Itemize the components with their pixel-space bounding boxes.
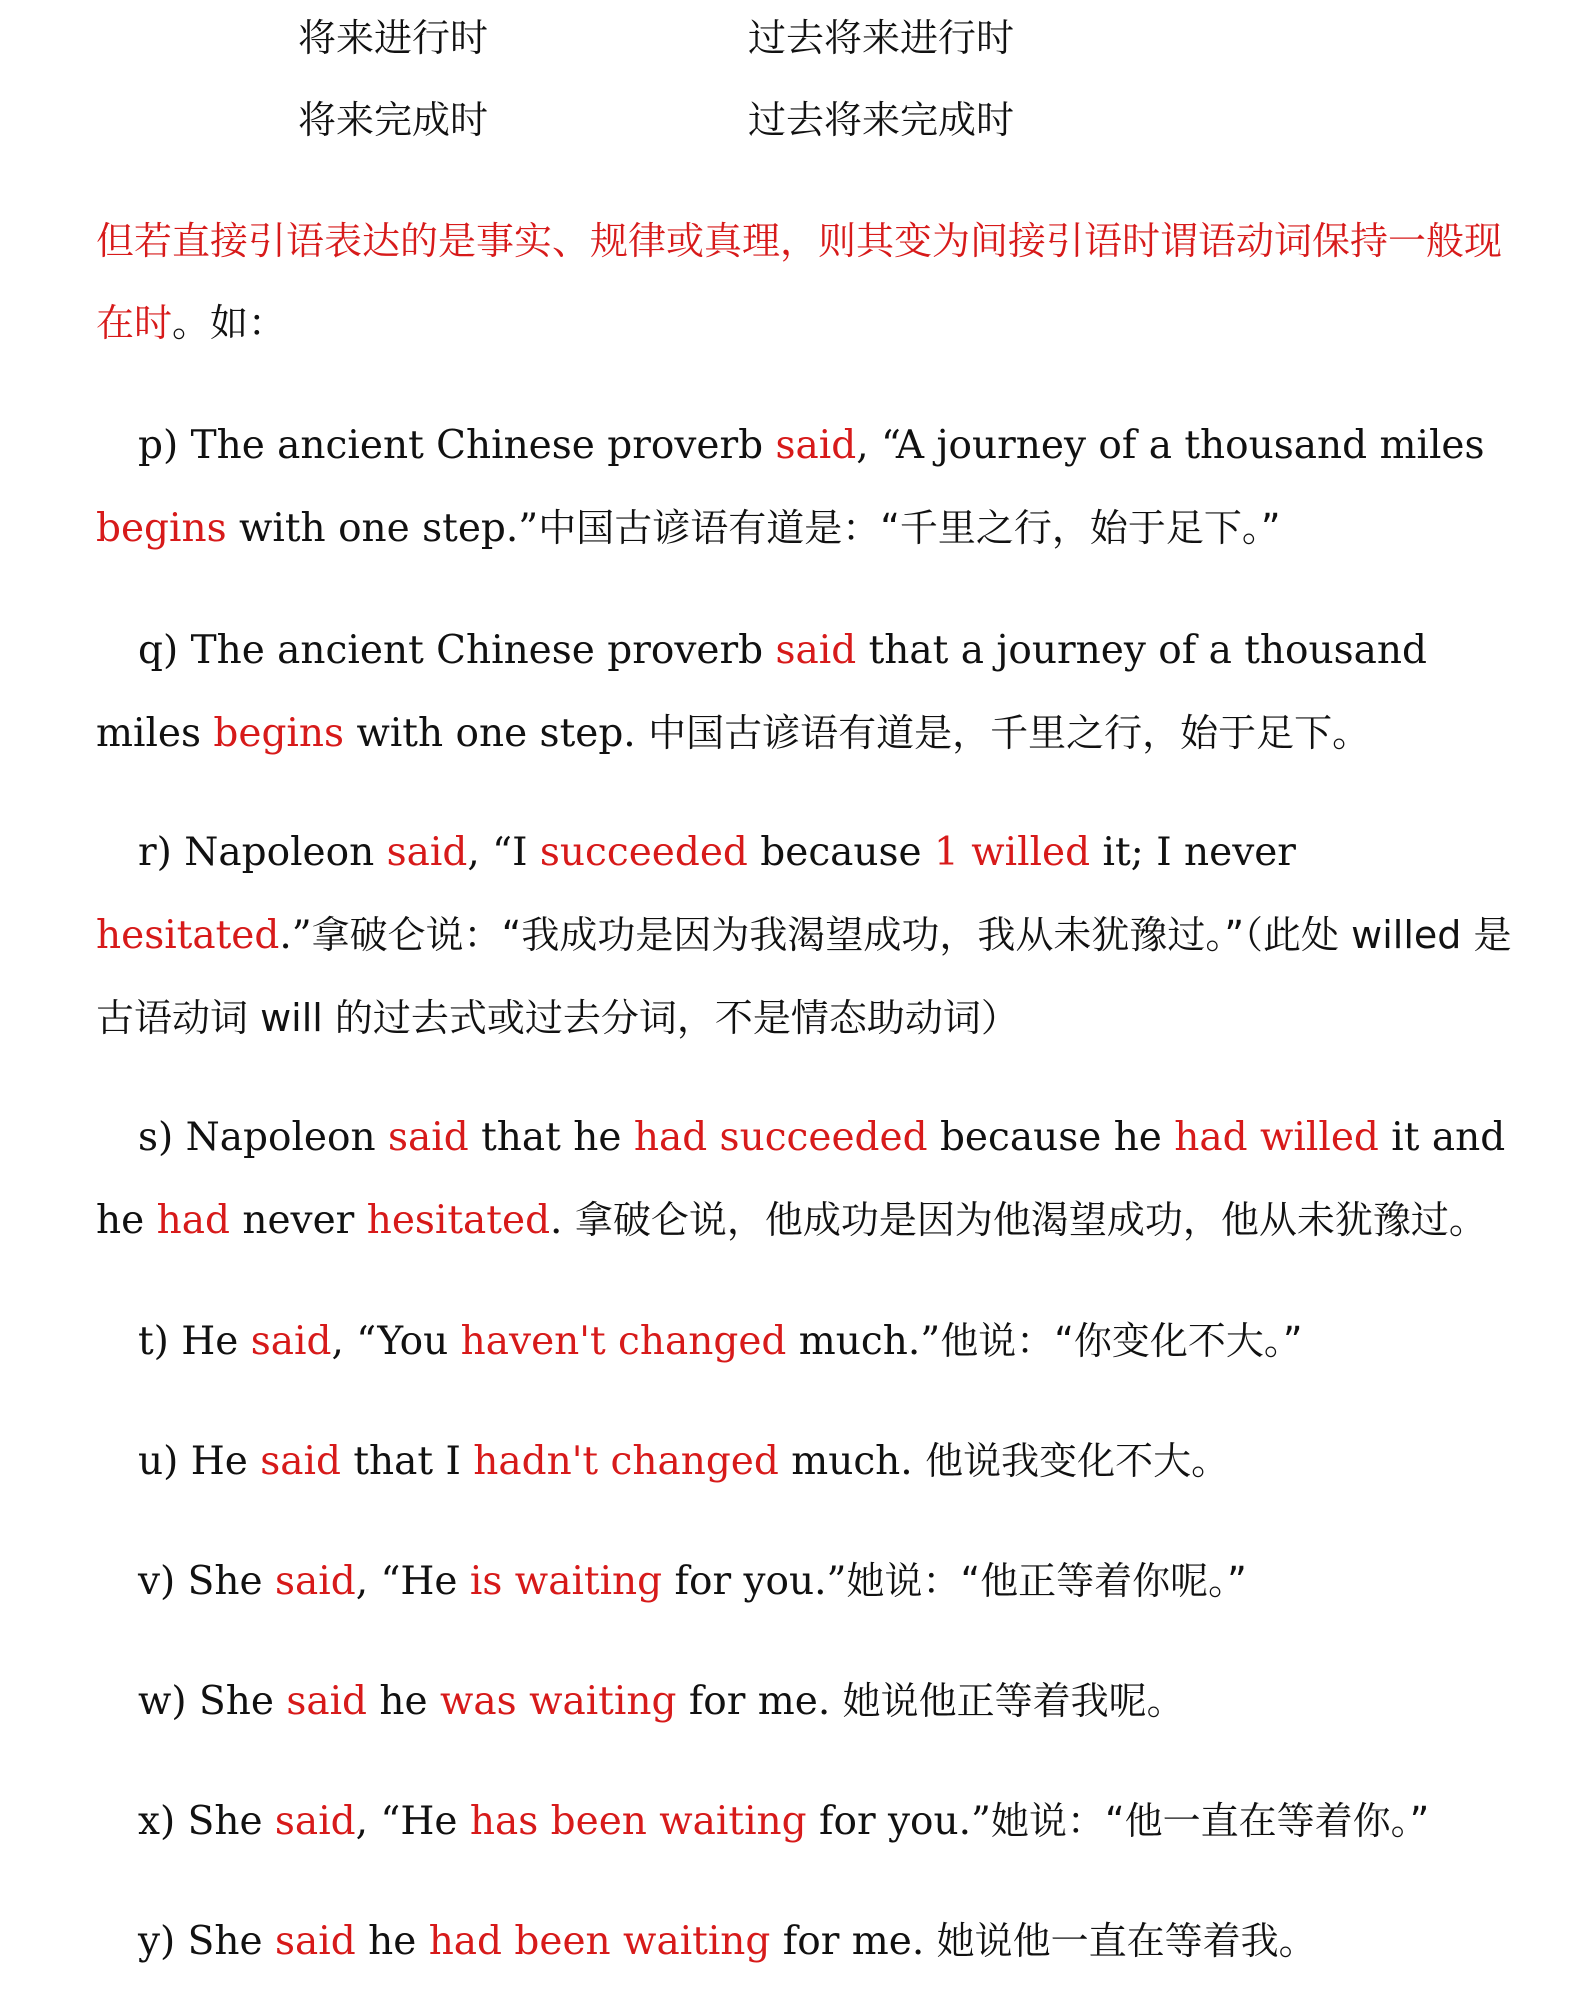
example-r [96,812,1536,1060]
highlighted-verb: said [274,1919,356,1964]
sentence-text: he [367,1679,441,1724]
example-x [96,1780,1536,1863]
chinese-translation: 拿破仑说：“我成功是因为我渴望成功，我从未犹豫过。”（此处 willed 是古语动词 will 的过去式或过去分词，不是情态助动词） [96,913,1512,1040]
rule-note-tail: 。如： [172,301,287,345]
sentence-text: much.” [786,1319,941,1364]
highlighted-verb: hadn't changed [473,1439,779,1484]
sentence-text: , “He [355,1559,470,1604]
highlighted-verb: said [775,423,857,468]
highlighted-verb: begins [96,506,227,551]
sentence-text: y) She [138,1919,275,1964]
tense-name: 将来进行时 [298,16,489,60]
sentence-text: v) She [138,1559,275,1604]
highlighted-verb: begins [213,711,345,756]
example-p [96,405,1536,570]
rule-note-highlight: 但若直接引语表达的是事实、规律或真理，则其变为间接引语时谓语动词保持一般现在时 [96,219,1503,345]
sentence-text: it and he [96,1115,1506,1243]
example-w [96,1660,1536,1743]
chinese-translation: 她说他正等着我呢。 [842,1679,1185,1723]
highlighted-verb: had willed [1174,1115,1379,1160]
rule-note [96,200,1516,364]
sentence-text: never [229,1198,367,1243]
sentence-text: q) The ancient Chinese proverb [138,628,776,673]
highlighted-verb: said [286,1679,368,1724]
sentence-text: , “You [331,1319,461,1364]
example-t [96,1300,1536,1383]
highlighted-verb: said [250,1319,332,1364]
highlighted-verb: said [260,1439,341,1484]
highlighted-verb: said [775,628,857,673]
tense-name: 过去将来完成时 [748,98,1015,142]
chinese-translation: 他说：“你变化不大。” [940,1319,1303,1363]
sentence-text: he [355,1919,429,1964]
highlighted-verb: said [274,1559,356,1604]
sentence-text: s) Napoleon [138,1115,388,1160]
highlighted-verb: had been waiting [428,1919,771,1964]
sentence-text: x) She [138,1799,275,1844]
sentence-text: because he [927,1115,1175,1160]
chinese-translation: 中国古谚语有道是，千里之行，始于足下。 [648,711,1371,755]
sentence-text: for me. [676,1679,843,1724]
highlighted-verb: 1 willed [934,830,1091,875]
highlighted-verb: succeeded [539,830,748,875]
sentence-text: for you.” [662,1559,847,1604]
chinese-translation: 她说：“他正等着你呢。” [846,1559,1247,1603]
tense-row [0,90,1587,150]
sentence-text: r) Napoleon [138,830,387,875]
sentence-text: t) He [138,1319,251,1364]
sentence-text: for you.” [806,1799,991,1844]
highlighted-verb: hesitated [366,1198,551,1243]
example-v [96,1540,1536,1623]
highlighted-verb: was waiting [440,1679,677,1724]
example-u [96,1420,1536,1503]
tense-name: 过去将来进行时 [748,16,1015,60]
chinese-translation: 中国古谚语有道是：“千里之行，始于足下。” [538,506,1281,550]
highlighted-verb: said [386,830,468,875]
highlighted-verb: had succeeded [633,1115,928,1160]
sentence-text: because [747,830,935,875]
chinese-translation: 拿破仑说，他成功是因为他渴望成功，他从未犹豫过。 [574,1198,1487,1242]
highlighted-verb: said [388,1115,469,1160]
highlighted-verb: had [156,1198,230,1243]
highlighted-verb: haven't changed [460,1319,787,1364]
sentence-text: . [550,1198,575,1243]
sentence-text: much. [778,1439,926,1484]
sentence-text: it; I never [1090,830,1296,875]
sentence-text: w) She [138,1679,287,1724]
chinese-translation: 她说：“他一直在等着你。” [990,1799,1430,1843]
highlighted-verb: has been waiting [469,1799,807,1844]
example-y [96,1900,1536,1983]
chinese-translation: 她说他一直在等着我。 [936,1919,1317,1963]
sentence-text: that I [340,1439,474,1484]
highlighted-verb: is waiting [469,1559,663,1604]
sentence-text: for me. [770,1919,937,1964]
sentence-text: , “A journey of a thousand miles [856,423,1485,468]
sentence-text: .” [279,913,312,958]
sentence-text: u) He [138,1439,261,1484]
highlighted-verb: hesitated [96,913,280,958]
example-q [96,610,1536,775]
chinese-translation: 他说我变化不大。 [925,1439,1230,1483]
tense-name: 将来完成时 [298,98,489,142]
sentence-text: p) The ancient Chinese proverb [138,423,776,468]
sentence-text: that a journey of a thousand miles [96,628,1428,756]
tense-row [0,8,1587,68]
example-s [96,1097,1536,1262]
sentence-text: , “I [467,830,540,875]
highlighted-verb: said [274,1799,356,1844]
sentence-text: , “He [355,1799,470,1844]
sentence-text: that he [468,1115,634,1160]
sentence-text: with one step. [344,711,649,756]
sentence-text: with one step.” [226,506,539,551]
